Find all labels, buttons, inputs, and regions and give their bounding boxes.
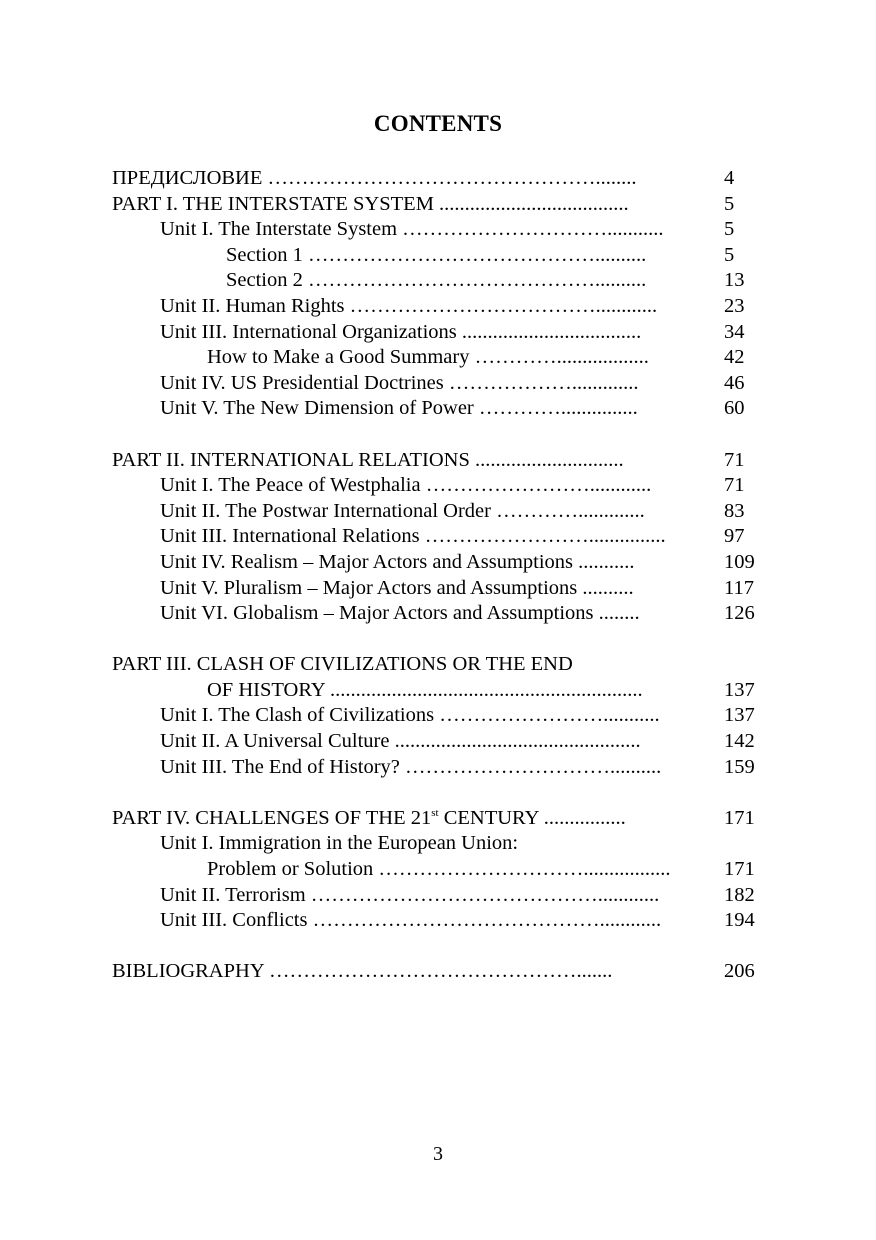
toc-page-number: 46	[724, 371, 745, 394]
toc-entry-title: PART I. THE INTERSTATE SYSTEM .....................................	[112, 192, 629, 215]
toc-entry-title: Unit III. International Relations ……………………...............	[160, 525, 666, 548]
toc-page-number: 137	[724, 704, 755, 727]
toc-entry	[0, 959, 876, 985]
toc-entry	[0, 473, 876, 499]
toc-entry-title: PART III. CLASH OF CIVILIZATIONS OR THE END	[112, 653, 573, 676]
page-number: 3	[433, 1143, 443, 1165]
toc-page-number: 117	[724, 576, 754, 599]
toc-entry-title: Unit II. Human Rights ………………………………............	[160, 294, 658, 317]
toc-entry-title: Unit I. The Peace of Westphalia ……………………............	[160, 474, 652, 497]
toc-page-number: 60	[724, 397, 745, 420]
toc-entry	[0, 908, 876, 934]
toc-entry-title: Unit II. The Postwar International Order ………….............	[160, 499, 645, 522]
toc-spacer	[0, 934, 876, 960]
toc-entry-title: Unit II. Terrorism ……………………………………............	[160, 883, 660, 906]
toc-entry	[0, 831, 876, 857]
toc-page-number: 126	[724, 602, 755, 625]
toc-entry	[0, 217, 876, 243]
toc-entry	[0, 883, 876, 909]
toc-page-number: 5	[724, 192, 735, 215]
toc-entry	[0, 678, 876, 704]
toc-page-number: 109	[724, 550, 755, 573]
toc-entry	[0, 755, 876, 781]
toc-entry	[0, 550, 876, 576]
toc-entry-title: Unit IV. Realism – Major Actors and Assumptions ...........	[160, 550, 635, 573]
toc-entry-title: How to Make a Good Summary …………..................	[207, 346, 649, 369]
toc-entry	[0, 806, 876, 832]
toc-spacer	[0, 627, 876, 653]
toc-entry	[0, 576, 876, 602]
toc-entry-title: Unit I. The Clash of Civilizations ……………………...........	[160, 704, 660, 727]
toc-entry-title: Unit I. The Interstate System …………………………...........	[160, 218, 664, 241]
toc-entry-title: PART II. INTERNATIONAL RELATIONS .............................	[112, 448, 624, 471]
toc-page-number: 83	[724, 499, 745, 522]
toc-spacer	[0, 780, 876, 806]
toc-spacer	[0, 422, 876, 448]
toc-page-number: 206	[724, 960, 755, 983]
toc-entry	[0, 371, 876, 397]
toc-entry-title: ПРЕДИСЛОВИЕ …………………………………………........	[112, 167, 637, 189]
toc-page-number: 71	[724, 474, 745, 497]
toc-page-number: 34	[724, 320, 745, 343]
toc-entry	[0, 652, 876, 678]
toc-page-number: 5	[724, 243, 735, 266]
toc-entry	[0, 499, 876, 525]
toc-entry-title: Problem or Solution ………………………….................	[207, 858, 671, 881]
toc-entry-title: Unit V. The New Dimension of Power …………...............	[160, 397, 638, 420]
toc-entry-title: Section 1 ……………………………………..........	[226, 243, 647, 266]
table-of-contents	[0, 166, 876, 985]
toc-page-number: 23	[724, 294, 745, 317]
page-title: CONTENTS	[373, 111, 503, 136]
toc-entry-title: Unit III. Conflicts ……………………………………............	[160, 909, 662, 932]
toc-entry	[0, 320, 876, 346]
toc-page-number: 4	[724, 167, 735, 189]
toc-page-number: 13	[724, 269, 745, 292]
toc-entry-title: Unit IV. US Presidential Doctrines ……………….............	[160, 371, 639, 394]
toc-page-number: 42	[724, 346, 745, 369]
toc-entry	[0, 601, 876, 627]
toc-entry-title: PART IV. CHALLENGES OF THE 21st CENTURY ................	[112, 806, 626, 829]
toc-entry-title: BIBLIOGRAPHY ……………………………………….......	[112, 960, 613, 983]
toc-entry	[0, 396, 876, 422]
toc-entry	[0, 524, 876, 550]
toc-entry	[0, 729, 876, 755]
toc-page-number: 171	[724, 806, 755, 829]
toc-entry	[0, 857, 876, 883]
toc-entry-title: Unit III. International Organizations ...................................	[160, 320, 642, 343]
toc-page-number: 194	[724, 909, 755, 932]
toc-page-number: 159	[724, 755, 755, 778]
toc-page-number: 97	[724, 525, 745, 548]
toc-entry	[0, 345, 876, 371]
toc-page-number: 142	[724, 730, 755, 753]
toc-entry-title: Section 2 ……………………………………..........	[226, 269, 647, 292]
toc-entry	[0, 294, 876, 320]
toc-entry	[0, 192, 876, 218]
toc-entry-title: Unit II. A Universal Culture ................................................	[160, 730, 641, 753]
toc-page-number: 5	[724, 218, 735, 241]
toc-page-number: 71	[724, 448, 745, 471]
toc-entry	[0, 448, 876, 474]
toc-entry	[0, 268, 876, 294]
toc-entry-title: OF HISTORY .............................................................	[207, 678, 643, 701]
toc-entry-title: Unit VI. Globalism – Major Actors and Assumptions ........	[160, 602, 640, 625]
toc-entry	[0, 703, 876, 729]
toc-page-number: 182	[724, 883, 755, 906]
toc-page-number: 137	[724, 678, 755, 701]
toc-entry-title: Unit III. The End of History? …………………………..........	[160, 755, 662, 778]
toc-entry	[0, 243, 876, 269]
toc-entry	[0, 166, 876, 192]
toc-entry-title: Unit I. Immigration in the European Union:	[160, 832, 519, 855]
toc-page-number: 171	[724, 858, 755, 881]
toc-entry-title: Unit V. Pluralism – Major Actors and Assumptions ..........	[160, 576, 634, 599]
